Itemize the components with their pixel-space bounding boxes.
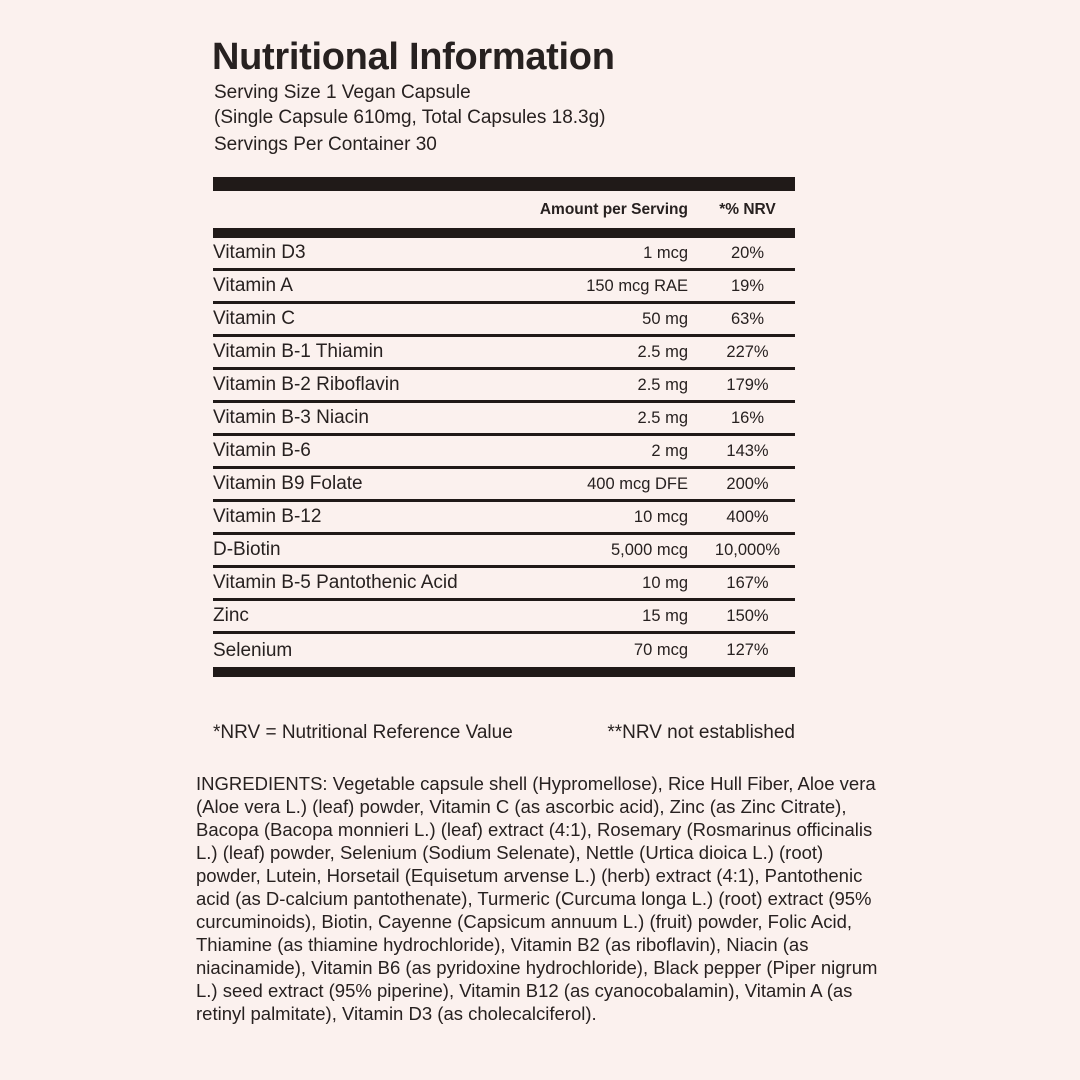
serving-info: [214, 80, 606, 157]
nutrient-nrv: 20%: [730, 243, 765, 262]
nutrient-amount: 1 mcg: [643, 243, 688, 262]
nutrient-nrv: 10,000%: [714, 540, 781, 559]
nutrient-name: Vitamin B-1 Thiamin: [213, 341, 384, 362]
nutrient-name: Vitamin B-12: [213, 506, 322, 527]
table-row: [213, 271, 795, 304]
table-row: [213, 304, 795, 337]
column-header-nrv: *% NRV: [719, 200, 776, 218]
table-bottom-bar: [213, 667, 795, 677]
nutrient-nrv: 167%: [726, 573, 769, 592]
nutrient-nrv: 227%: [726, 342, 769, 361]
nutrient-nrv: 16%: [730, 408, 765, 427]
column-header-amount: Amount per Serving: [539, 200, 688, 218]
nutrient-nrv: 150%: [726, 606, 769, 625]
nutrition-facts-table: [213, 177, 795, 677]
nutrient-name: D-Biotin: [213, 539, 281, 560]
serving-size-line: Serving Size 1 Vegan Capsule: [214, 82, 471, 103]
table-header-row: [213, 191, 795, 228]
nutrient-amount: 70 mcg: [633, 641, 688, 659]
nutrient-amount: 2.5 mg: [637, 342, 688, 361]
nutrient-name: Vitamin D3: [213, 242, 306, 263]
nrv-not-established-footnote: **NRV not established: [607, 722, 795, 743]
nutrient-name: Vitamin C: [213, 308, 296, 329]
nutrient-name: Vitamin A: [213, 275, 293, 296]
nutrient-nrv: 179%: [726, 375, 769, 394]
footnotes: [213, 722, 795, 744]
table-row: [213, 535, 795, 568]
nutrient-name: Selenium: [213, 639, 293, 661]
nutrient-name: Vitamin B-3 Niacin: [213, 407, 369, 428]
nutrient-amount: 50 mg: [642, 309, 688, 328]
nutrient-nrv: 19%: [730, 276, 765, 295]
table-row: [213, 601, 795, 634]
nutrient-amount: 2.5 mg: [637, 408, 688, 427]
nutrient-nrv: 127%: [726, 641, 769, 659]
nutrient-nrv: 200%: [726, 474, 769, 493]
table-row: [213, 337, 795, 370]
nutrient-nrv: 400%: [726, 507, 769, 526]
nutrient-amount: 15 mg: [642, 606, 688, 625]
nutrient-amount: 400 mcg DFE: [587, 474, 688, 493]
table-row: [213, 370, 795, 403]
ingredients-paragraph: INGREDIENTS: Vegetable capsule shell (Hypromellose), Rice Hull Fiber, Aloe vera (Aloe vera L.) (leaf) powder, Vitamin C (as ascorbic acid), Zinc (as Zinc Citrate), Bacopa (Bacopa monnieri L.) (leaf) extract (4:1), Rosemary (Rosmarinus officinalis L.) (leaf) powder, Selenium (Sodium Selenate), Nettle (Urtica dioica L.) (root) powder, Lutein, Horsetail (Equisetum arvense L.) (herb) extract (4:1), Pantothenic acid (as D-calcium pantothenate), Turmeric (Curcuma longa L.) (root) extract (95% curcuminoids), Biotin, Cayenne (Capsicum annuum L.) (fruit) powder, Folic Acid, Thiamine (as thiamine hydrochloride), Vitamin B2 (as riboflavin), Niacin (as niacinamide), Vitamin B6 (as pyridoxine hydrochloride), Black pepper (Piper nigrum L.) seed extract (95% piperine), Vitamin B12 (as cyanocobalamin), Vitamin A (as retinyl palmitate), Vitamin D3 (as cholecalciferol).: [196, 773, 878, 1024]
nutrient-amount: 150 mcg RAE: [586, 276, 688, 295]
capsule-weight-line: (Single Capsule 610mg, Total Capsules 18.3g): [214, 107, 606, 128]
nutrient-name: Vitamin B-5 Pantothenic Acid: [213, 572, 458, 593]
table-row: [213, 502, 795, 535]
table-row: [213, 634, 795, 667]
nrv-definition-footnote: *NRV = Nutritional Reference Value: [213, 722, 513, 743]
table-row: [213, 436, 795, 469]
nutrient-amount: 2 mg: [651, 441, 688, 460]
nutrient-amount: 10 mcg: [633, 507, 688, 526]
nutrient-nrv: 63%: [730, 309, 765, 328]
nutrient-name: Vitamin B9 Folate: [213, 473, 363, 494]
table-row: [213, 238, 795, 271]
table-row: [213, 403, 795, 436]
table-header-divider-bar: [213, 228, 795, 238]
servings-per-container-line: Servings Per Container 30: [214, 134, 437, 155]
nutrient-amount: 10 mg: [642, 573, 688, 592]
nutrient-name: Zinc: [213, 605, 249, 626]
table-body: [213, 238, 795, 667]
table-top-bar: [213, 177, 795, 191]
nutrient-nrv: 143%: [726, 441, 769, 460]
nutrient-amount: 2.5 mg: [637, 375, 688, 394]
nutrient-amount: 5,000 mcg: [610, 540, 688, 559]
table-row: [213, 568, 795, 601]
nutrient-name: Vitamin B-6: [213, 440, 311, 461]
table-row: [213, 469, 795, 502]
nutrient-name: Vitamin B-2 Riboflavin: [213, 374, 400, 395]
page-title: Nutritional Information: [212, 36, 615, 78]
